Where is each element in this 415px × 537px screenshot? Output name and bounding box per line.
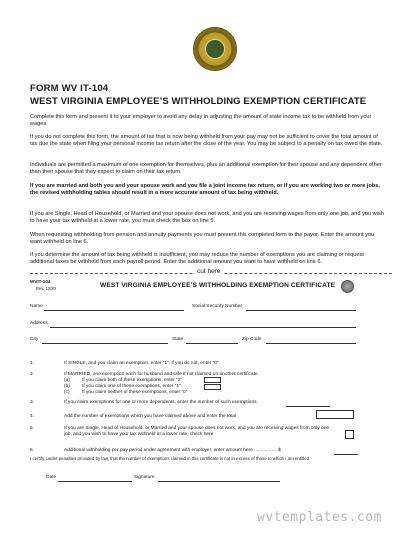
- sub-item-text: If you claim neither of these exemptions, enter “0”: [82, 390, 188, 395]
- signature-label: Signature: [134, 475, 155, 480]
- additional-withholding-field[interactable]: [334, 454, 358, 455]
- date-field[interactable]: [58, 481, 132, 482]
- ssn-label: Social Security Number: [192, 304, 243, 309]
- item-text: If MARRIED, one exemption each for husband and wife if not claimed on another certificate.: [64, 372, 259, 377]
- item-number: 5.: [30, 426, 35, 431]
- address-field[interactable]: [50, 327, 356, 328]
- item-text: If you claim exemptions for one or more dependents, enter the number of such exemptions.: [64, 400, 258, 405]
- state-field[interactable]: [186, 343, 238, 344]
- state-label: State: [172, 337, 184, 342]
- page-title: WEST VIRGINIA EMPLOYEE’S WITHHOLDING EXEMPTION CERTIFICATE: [30, 96, 367, 107]
- certificate-title: WEST VIRGINIA EMPLOYEE’S WITHHOLDING EXEMPTION CERTIFICATE: [100, 282, 336, 289]
- instruction-paragraph-bold: If you are married and both you and your spouse work and you file a joint income tax return, or if you are working two or more jobs, the revised withholding tables should result in a more accurate amount of tax being withheld.: [30, 183, 380, 197]
- zip-label: Zip Code: [242, 337, 262, 342]
- instruction-paragraph: Complete this form and present it to your employer to avoid any delay in adjusting the amount of state income tax to be withheld from your wages.: [30, 114, 372, 128]
- form-number: FORM WV IT-104: [30, 83, 109, 94]
- sub-item-text: If you claim both of these exemptions, enter “2”: [82, 378, 182, 383]
- small-seal-icon: [341, 280, 354, 293]
- city-label: City: [30, 337, 39, 342]
- instruction-paragraph: Individuals are permitted a maximum of one exemption for themselves, plus an additional exemption for their spouse and any dependent other than their spouse that they expect to claim on their tax return.: [30, 162, 382, 176]
- item-number: 6.: [30, 448, 35, 453]
- name-field[interactable]: [44, 310, 184, 311]
- total-exemptions-box[interactable]: [316, 410, 354, 419]
- lower-rate-checkbox[interactable]: [345, 430, 354, 439]
- cut-line: [30, 269, 392, 277]
- instruction-paragraph: If you do not complete this form, the amount of tax that is now being withheld from your pay may not be sufficient to cover the total amount of tax due the state when filing your personal income tax return after the close of the year. You may be subject to a penalty on tax owed the state.: [30, 134, 383, 148]
- small-form-id: WVIT-104: [30, 279, 51, 284]
- signature-field[interactable]: [158, 481, 280, 482]
- item-text: If SINGLE, and you claim an exemption, enter “1”, if you do not, enter “0”: [64, 361, 219, 366]
- item-text: Add the number of exemptions which you have claimed above and enter the total: [64, 414, 236, 419]
- city-field[interactable]: [42, 343, 168, 344]
- form-revision: Rev. 12/20: [36, 286, 56, 291]
- sub-item-number: (b): [64, 384, 70, 389]
- name-label: Name: [30, 304, 43, 309]
- address-label: Address: [30, 321, 48, 326]
- dependents-field[interactable]: [286, 406, 330, 407]
- sub-item-number: (c): [64, 390, 70, 395]
- instruction-paragraph: If you determine the amount of tax being withheld is insufficient, you may reduce the number of exemptions you are claiming or request additional taxes be withheld from each payroll period. Enter the additional amount you want to have withheld on line 6.: [30, 252, 364, 266]
- ssn-field[interactable]: [246, 310, 356, 311]
- married-exemption-box[interactable]: [204, 377, 221, 383]
- item-number: 2.: [30, 372, 35, 377]
- instruction-paragraph: When requesting withholding from pension and annuity payments you must present this completed form to the payor. Enter the amount you want withheld on line 6.: [30, 232, 375, 246]
- sub-item-text: If you claim one of these exemptions, enter “1”: [82, 384, 181, 389]
- sub-item-number: (a): [64, 378, 70, 383]
- instruction-paragraph: If you are Single, Head of Household, or Married and your spouse does not work, and you are receiving wages from only one job, and you wish to have your tax withheld at a lower rate, you must check the box on line 5.: [30, 211, 384, 225]
- item-number: 3.: [30, 400, 35, 405]
- cut-label: cut here: [197, 268, 221, 275]
- married-exemption-box[interactable]: [204, 384, 221, 390]
- date-label: Date: [46, 475, 57, 480]
- certification-text: I certify, under penalties provided by law, that the number of exemptions claimed in this certificate is not in excess of those to which I am entitled.: [30, 456, 311, 461]
- state-seal-icon: [193, 27, 237, 71]
- item-number: 4.: [30, 414, 35, 419]
- zip-field[interactable]: [266, 343, 356, 344]
- site-watermark: wvtemplates.com: [257, 510, 382, 525]
- item-text: Additional withholding per pay period under agreement with employer, enter amount here ................. $: [64, 448, 281, 453]
- item-text: If you are Single, Head of Household, or Married and your spouse does not work, and you are receiving wages from only one job, and you wish to have your tax withheld at a lower rate, check here: [64, 426, 330, 437]
- item-number: 1.: [30, 361, 35, 366]
